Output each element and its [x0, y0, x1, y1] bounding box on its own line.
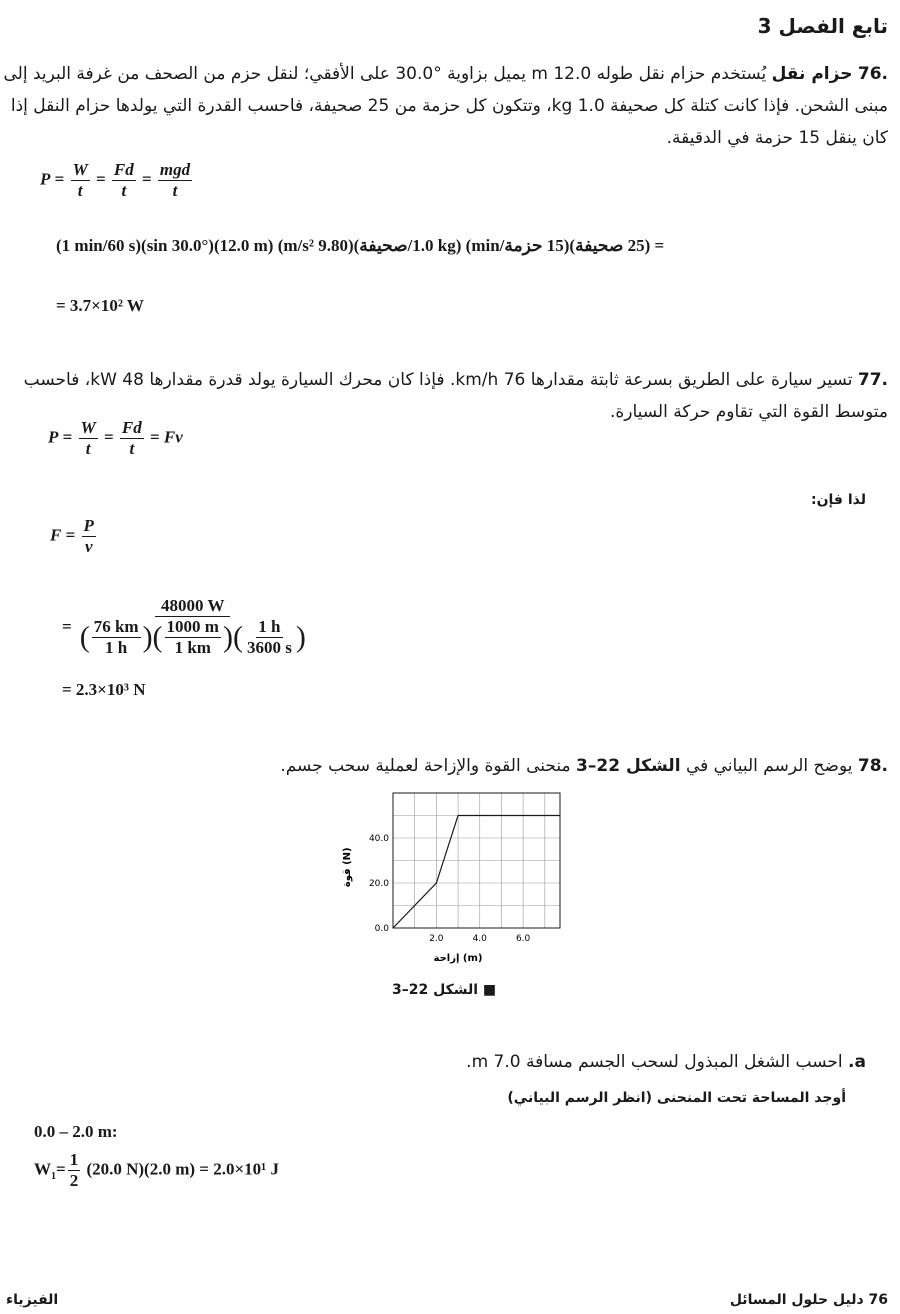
part-a-label: a.	[848, 1052, 866, 1072]
x-axis-label: إزاحة (m)	[433, 953, 483, 964]
problem-76-keyword: حزام نقل	[771, 64, 853, 84]
footer-subject: الفيزياء	[6, 1292, 59, 1308]
chart-series-line	[393, 816, 560, 929]
problem-77-eq3: = 48000 W ( $\frac{76 km}{1 h}$ )( $\frac{1000 m}{1 km}$ )( $\frac{1 h}{3600 s}$ )	[62, 596, 306, 657]
problem-78-number: .78	[857, 756, 888, 776]
part-a-question: a. احسب الشغل المبذول لسحب الجسم مسافة 7.0 m.	[466, 1052, 866, 1072]
force-displacement-chart	[330, 785, 580, 975]
problem-77-number: .77	[857, 370, 888, 390]
y-tick-labels	[369, 834, 389, 934]
y-tick-label: 40.0	[368, 834, 389, 844]
x-tick-label: 4.0	[472, 934, 487, 944]
y-axis-label: قوة (N)	[342, 847, 353, 888]
x-tick-label: 2.0	[429, 934, 444, 944]
problem-76-eq2: = (25 صحيفة)(15 حزمة/min) (1.0 kg/صحيفة)(9.80 m/s²) (12.0 m)(sin 30.0°)(1 min/60 s)	[56, 236, 665, 255]
footer-page: 76 دليل حلول المسائل	[729, 1292, 888, 1308]
y-tick-label: 0.0	[374, 924, 389, 934]
figure-caption: ■ الشكل 22–3	[392, 982, 497, 998]
problem-77-eq1: P = $\frac{W}{t}$ = $\frac{Fd}{t}$ = Fv	[48, 418, 183, 458]
x-tick-labels	[429, 934, 530, 944]
problem-78-text: .78 يوضح الرسم البياني في الشكل 22–3 منحنى القوة والإزاحة لعملية سحب جسم.	[280, 756, 888, 776]
problem-76-body: يُستخدم حزام نقل طوله 12.0 m يميل بزاوية °30.0 على الأفقي؛ لنقل حزم من الصحف من غرفة البريد إلى مبنى الشحن. فإذا كانت كتلة كل صحيفة 1.0 kg، وتتكون كل حزمة من 25 صحيفة، فاحسب القدرة التي يولدها حزام النقل إذا كان ينقل 15 حزمة في الدقيقة.	[3, 64, 888, 148]
problem-76-eq1: P = $\frac{W}{t}$ = $\frac{Fd}{t}$ = $\frac{\text{mgd}}{t}$	[40, 160, 191, 200]
problem-76-eq3: = 3.7×10² W	[56, 296, 144, 315]
y-tick-label: 20.0	[368, 879, 389, 889]
chart-grid	[393, 793, 560, 928]
part-a-hint: أوجد المساحة تحت المنحنى (انظر الرسم البياني)	[507, 1090, 846, 1106]
x-tick-label: 6.0	[515, 934, 531, 944]
problem-77-eq4: = 2.3×10³ N	[62, 680, 146, 699]
therefore-label: لذا فإن:	[811, 492, 866, 508]
range-label: 0.0 – 2.0 m:	[34, 1122, 118, 1141]
chapter-header: تابع الفصل 3	[757, 14, 888, 38]
figure-reference: الشكل 22–3	[576, 756, 681, 776]
problem-77-body: تسير سيارة على الطريق بسرعة ثابتة مقدارها 76 km/h. فإذا كان محرك السيارة يولد قدرة مقدارها 48 kW، فاحسب متوسط القوة التي تقاوم حركة السيارة.	[23, 370, 888, 422]
problem-76-number: .76	[857, 64, 888, 84]
problem-77-eq2: F = $\frac{P}{v}$	[50, 516, 94, 556]
problem-76-text	[0, 58, 888, 154]
work-w1-equation: $W_1=$ $\frac{1}{2}$ (20.0 N)(2.0 m) = 2.0×10¹ J	[34, 1150, 279, 1190]
